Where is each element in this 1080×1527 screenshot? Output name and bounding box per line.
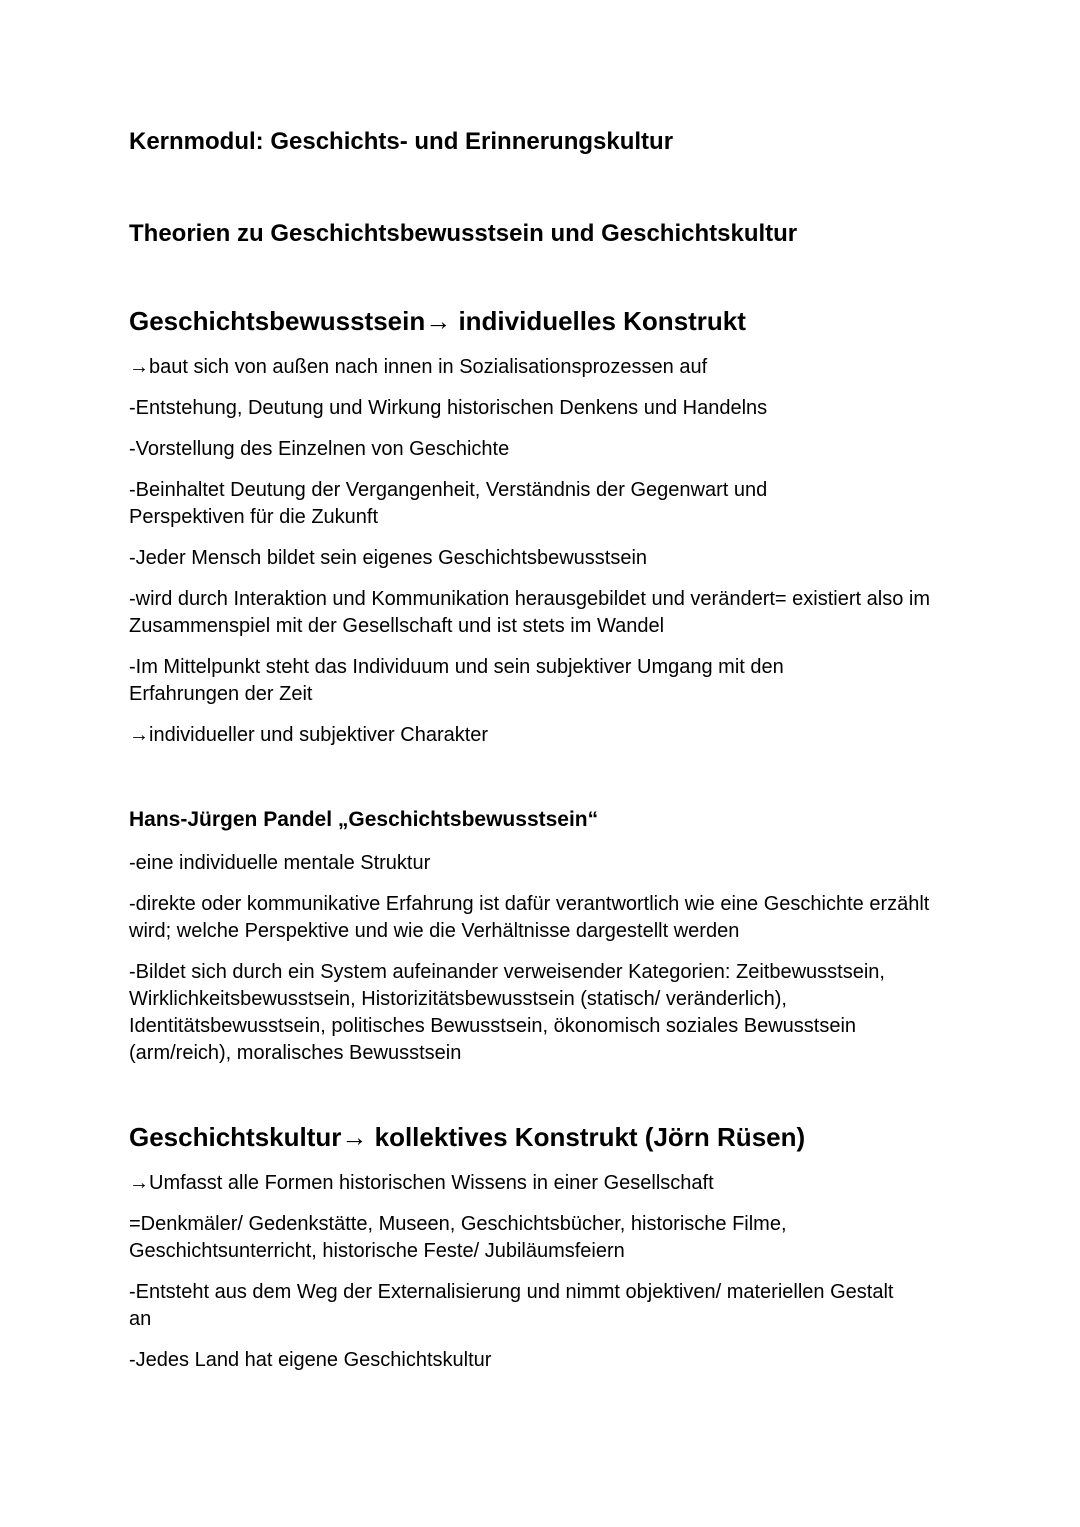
list-item: -Jeder Mensch bildet sein eigenes Geschichtsbewusstsein (129, 547, 648, 569)
list-item: -Entstehung, Deutung und Wirkung historischen Denkens und Handelns (129, 397, 768, 419)
list-item: -Entsteht aus dem Weg der Externalisierung und nimmt objektiven/ materiellen Gestalt an (129, 1281, 894, 1330)
pandel-section (129, 850, 959, 1081)
bewusstsein-section (129, 354, 959, 763)
module-heading: Kernmodul: Geschichts- und Erinnerungskultur (129, 128, 674, 155)
list-item: -direkte oder kommunikative Erfahrung ist dafür verantwortlich wie eine Geschichte erzählt wird; welche Perspektive und wie die Verhältnisse dargestellt werden (129, 893, 930, 942)
list-item: -eine individuelle mentale Struktur (129, 852, 431, 874)
list-item: -Im Mittelpunkt steht das Individuum und sein subjektiver Umgang mit den Erfahrungen der Zeit (129, 656, 784, 705)
bewusstsein-heading: Geschichtsbewusstsein→ individuelles Konstrukt (129, 306, 746, 336)
list-item: →Umfasst alle Formen historischen Wissens in einer Gesellschaft (129, 1172, 714, 1194)
list-item: -Jedes Land hat eigene Geschichtskultur (129, 1349, 492, 1371)
list-item: -wird durch Interaktion und Kommunikation herausgebildet und verändert= existiert also im Zusammenspiel mit der Gesellschaft und ist stets im Wandel (129, 588, 930, 637)
pandel-heading: Hans-Jürgen Pandel „Geschichtsbewusstsein“ (129, 808, 599, 831)
theories-heading: Theorien zu Geschichtsbewusstsein und Geschichtskultur (129, 220, 798, 247)
list-item: -Vorstellung des Einzelnen von Geschichte (129, 438, 510, 460)
list-item: -Bildet sich durch ein System aufeinander verweisender Kategorien: Zeitbewusstsein, Wirklichkeitsbewusstsein, Historizitätsbewusstsein (statisch/ veränderlich), Identitätsbewusstsein, politisches Bewusstsein, ökonomisch soziales Bewusstsein (arm/reich), moralisches Bewusstsein (129, 961, 885, 1064)
list-item: -Beinhaltet Deutung der Vergangenheit, Verständnis der Gegenwart und Perspektiven für die Zukunft (129, 479, 768, 528)
kultur-heading: Geschichtskultur→ kollektives Konstrukt (Jörn Rüsen) (129, 1122, 806, 1152)
list-item: →baut sich von außen nach innen in Sozialisationsprozessen auf (129, 356, 708, 378)
list-item: →individueller und subjektiver Charakter (129, 724, 489, 746)
kultur-section (129, 1170, 959, 1388)
list-item: =Denkmäler/ Gedenkstätte, Museen, Geschichtsbücher, historische Filme, Geschichtsunterricht, historische Feste/ Jubiläumsfeiern (129, 1213, 787, 1262)
